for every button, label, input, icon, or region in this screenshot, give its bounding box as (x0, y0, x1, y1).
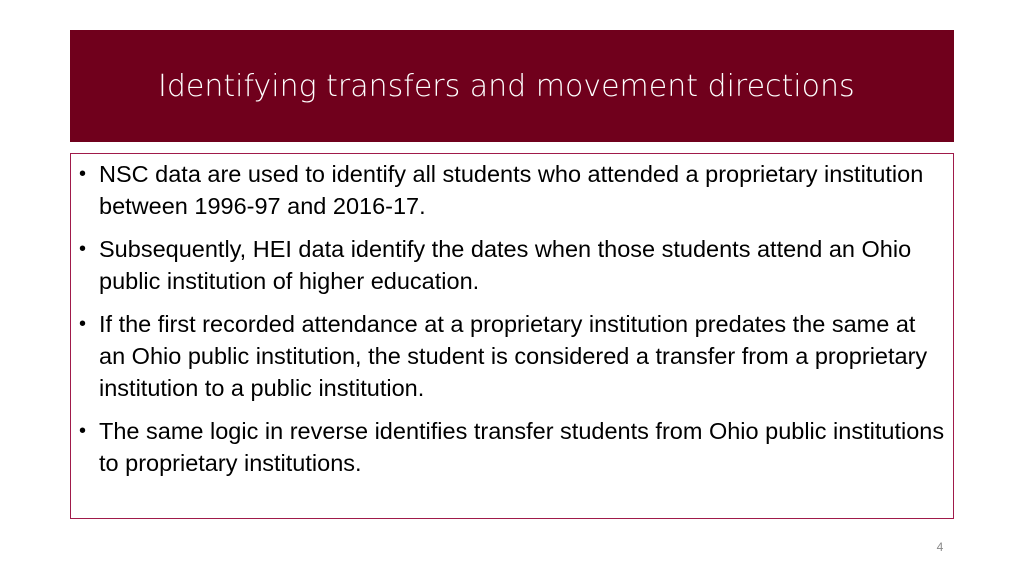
bullet-item (79, 308, 945, 404)
bullet-item (79, 415, 945, 479)
bullet-icon: • (79, 163, 87, 185)
bullet-list (79, 158, 945, 479)
bullet-text: The same logic in reverse identifies transfer students from Ohio public institutions to proprietary institutions. (99, 418, 945, 476)
page-number: 4 (936, 540, 944, 554)
bullet-icon: • (79, 238, 87, 260)
title-bar (70, 30, 954, 142)
slide-title: Identifying transfers and movement directions (158, 68, 855, 104)
bullet-icon: • (79, 420, 87, 442)
content-box (70, 153, 954, 519)
bullet-text: NSC data are used to identify all students who attended a proprietary institution between 1996-97 and 2016-17. (99, 161, 924, 219)
bullet-text: Subsequently, HEI data identify the dates when those students attend an Ohio public institution of higher education. (99, 236, 912, 294)
bullet-text: If the first recorded attendance at a proprietary institution predates the same at an Ohio public institution, the student is considered a transfer from a proprietary institution to a public institution. (99, 311, 928, 401)
bullet-icon: • (79, 313, 87, 335)
bullet-item (79, 233, 945, 297)
bullet-item (79, 158, 945, 222)
